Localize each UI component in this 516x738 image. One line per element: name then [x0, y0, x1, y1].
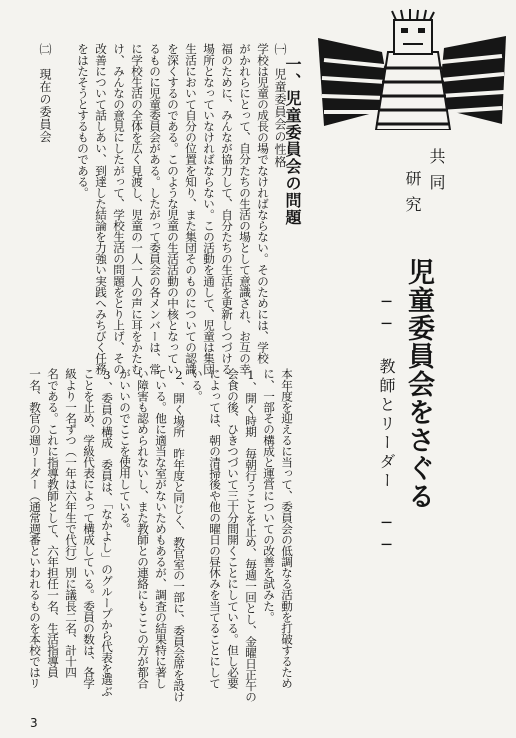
page-subtitle: ── 教師とリーダー ── [377, 292, 396, 557]
text-column: るものに児童委員会がある。したがって委員会の各メンバーは、常 [148, 43, 162, 375]
text-column: を深くするのである。このような児童の生活活動の中核となってい [166, 43, 180, 375]
text-column: 改善について話しあい、到達した結論を力強い実践へみちびく任務 [94, 43, 108, 375]
text-column: け、みんなの意見にしたがって、学校生活の問題をとり上げ、その [112, 43, 126, 375]
page-title: 児童委員会をさぐる [403, 258, 434, 510]
text-column: 生活において自分の位置を知り、また集団そのものについての認識 [184, 43, 198, 375]
text-column: に、一部その構成と運営についての改善を試みた。 [262, 368, 276, 623]
text-column: 場所となっていなければならない。この活動を通して、児童は集団 [202, 43, 216, 375]
text-column: いる。 [190, 368, 204, 402]
text-column: 1、開く時期 毎朝行うことを止め、毎週一回とし、金曜日正午の [244, 368, 258, 702]
text-column: ている。他に適当な室がないためもあるが、調査の結果特に著し [154, 368, 168, 689]
text-column: 会食の後、ひきつづいて三十分間開くことにしている。但し必要 [226, 368, 240, 689]
subheading: ㈡ 現在の委員会 [38, 43, 52, 143]
text-column: ことを止め、学級代表によって構成している。委員の数は、各学 [82, 368, 96, 689]
text-column: 2、開く場所 昨年度と同じく、教官室の一部に、委員会席を設け [172, 368, 186, 702]
text-column: 一名、教官の週リーダー（通常週番といわれるものを本校ではリ [28, 368, 42, 689]
header-label-kenkyu: 研究 [403, 170, 422, 222]
text-column: がいいのでここを使用している。 [118, 368, 132, 534]
text-column: 本年度を迎えるに当って、委員会の低調なる活動を打破するため [280, 368, 294, 689]
text-column: 名である。これに指導教師として、六年担任一名、生活指導員 [46, 368, 60, 678]
text-column: 福のために、みんなが協力して、自分たちの生活を更新しつづける [220, 43, 234, 375]
header-label-kyodo: 共同 [427, 148, 446, 200]
text-column: 3、委員の構成 委員は、「なかよし」のグループから代表を選ぶ [100, 368, 114, 697]
text-column: 級より一名ずつ（一年は六年生で代行）別に議長二名、計十四 [64, 368, 78, 678]
page-number: 3 [30, 716, 38, 730]
text-column: をはたそうとするものである。 [76, 43, 90, 198]
section-title: 一、児童委員会の問題 [283, 56, 302, 226]
subheading: ㈠ 児童委員会の性格 [273, 43, 287, 168]
text-column: 学校は児童の成長の場でなければならない。そのためには、学校 [256, 43, 270, 364]
text-column: によっては、朝の清掃後や他の曜日の昼休みを当てることにして [208, 368, 222, 689]
text-column: い障害も認められないし、また教師との連絡にもここの方が都合 [136, 368, 150, 689]
text-column: がかれらにとって、自分たちの生活の場として意識され、お互の幸 [238, 43, 252, 375]
text-column: に学校生活の全体を広く見渡し、児童の一人一人の声に耳をかたむ [130, 43, 144, 375]
figure-with-striped-body-illustration [318, 8, 506, 130]
